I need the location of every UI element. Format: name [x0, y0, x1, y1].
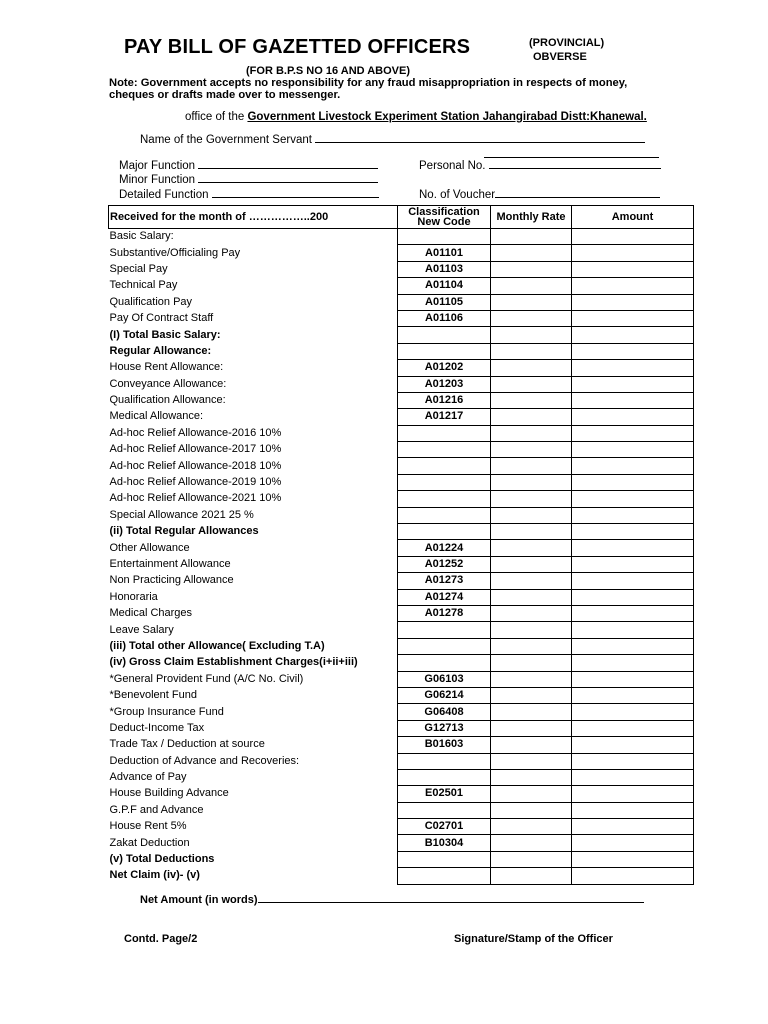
monthly-rate-cell[interactable] — [491, 229, 572, 245]
row-code: G06214 — [398, 687, 491, 703]
personal-no-label: Personal No. — [419, 160, 486, 172]
table-row — [109, 704, 694, 720]
amount-cell[interactable] — [572, 671, 694, 687]
row-label: Medical Charges — [109, 607, 193, 620]
voucher-line[interactable] — [495, 187, 660, 198]
monthly-rate-cell[interactable] — [491, 819, 572, 835]
amount-cell[interactable] — [572, 507, 694, 523]
net-amount-line[interactable] — [258, 892, 644, 903]
note-line-2: cheques or drafts made over to messenger. — [109, 89, 341, 101]
office-name: Government Livestock Experiment Station Jahangirabad Distt:Khanewal. — [247, 111, 647, 123]
row-label: Ad-hoc Relief Allowance-2021 10% — [109, 492, 282, 505]
table-row — [109, 589, 694, 605]
table-row — [109, 327, 694, 343]
row-code — [398, 868, 491, 884]
monthly-rate-cell[interactable] — [491, 556, 572, 572]
row-code: E02501 — [398, 786, 491, 802]
table-row — [109, 687, 694, 703]
monthly-rate-cell[interactable] — [491, 622, 572, 638]
amount-cell[interactable] — [572, 491, 694, 507]
row-code: A01273 — [398, 573, 491, 589]
monthly-rate-cell[interactable] — [491, 294, 572, 310]
amount-cell[interactable] — [572, 294, 694, 310]
table-row — [109, 556, 694, 572]
amount-cell[interactable] — [572, 704, 694, 720]
monthly-rate-cell[interactable] — [491, 310, 572, 326]
amount-cell[interactable] — [572, 835, 694, 851]
row-code: B01603 — [398, 737, 491, 753]
table-row — [109, 507, 694, 523]
row-code — [398, 769, 491, 785]
table-row — [109, 835, 694, 851]
monthly-rate-cell[interactable] — [491, 769, 572, 785]
monthly-rate-cell[interactable] — [491, 786, 572, 802]
row-label: Other Allowance — [109, 541, 190, 554]
table-row — [109, 442, 694, 458]
detailed-function-field[interactable] — [119, 187, 379, 201]
row-label: Conveyance Allowance: — [109, 377, 227, 390]
row-code — [398, 524, 491, 540]
office-prefix: office of the — [185, 111, 248, 123]
page-title: PAY BILL OF GAZETTED OFFICERS — [124, 36, 471, 58]
personal-no-field[interactable] — [419, 158, 661, 172]
table-row — [109, 769, 694, 785]
table-row — [109, 524, 694, 540]
row-label: (ii) Total Regular Allowances — [109, 525, 259, 538]
table-row — [109, 474, 694, 490]
monthly-rate-cell[interactable] — [491, 491, 572, 507]
monthly-rate-cell[interactable] — [491, 540, 572, 556]
monthly-rate-header: Monthly Rate — [491, 206, 572, 229]
monthly-rate-cell[interactable] — [491, 687, 572, 703]
row-label: Qualification Allowance: — [109, 394, 226, 407]
amount-cell[interactable] — [572, 458, 694, 474]
table-row — [109, 638, 694, 654]
row-code — [398, 343, 491, 359]
row-code — [398, 851, 491, 867]
monthly-rate-cell[interactable] — [491, 835, 572, 851]
row-code — [398, 327, 491, 343]
amount-cell[interactable] — [572, 327, 694, 343]
table-row — [109, 376, 694, 392]
monthly-rate-cell[interactable] — [491, 802, 572, 818]
monthly-rate-cell[interactable] — [491, 360, 572, 376]
row-label: Special Pay — [109, 262, 168, 275]
table-row — [109, 261, 694, 277]
table-row — [109, 605, 694, 621]
name-label: Name of the Government Servant — [140, 134, 312, 146]
table-row — [109, 622, 694, 638]
row-label: (iii) Total other Allowance( Excluding T.A) — [109, 639, 325, 652]
row-code: A01105 — [398, 294, 491, 310]
amount-cell[interactable] — [572, 392, 694, 408]
monthly-rate-cell[interactable] — [491, 507, 572, 523]
amount-cell[interactable] — [572, 360, 694, 376]
monthly-rate-cell[interactable] — [491, 392, 572, 408]
amount-cell[interactable] — [572, 687, 694, 703]
row-code: A01202 — [398, 360, 491, 376]
row-label: Honoraria — [109, 590, 158, 603]
amount-cell[interactable] — [572, 278, 694, 294]
amount-cell[interactable] — [572, 819, 694, 835]
row-label: Zakat Deduction — [109, 836, 190, 849]
table-row — [109, 425, 694, 441]
monthly-rate-cell[interactable] — [491, 605, 572, 621]
row-code: A01278 — [398, 605, 491, 621]
row-code — [398, 507, 491, 523]
amount-cell[interactable] — [572, 524, 694, 540]
row-code: A01217 — [398, 409, 491, 425]
row-code — [398, 655, 491, 671]
voucher-field[interactable] — [419, 187, 660, 201]
amount-cell[interactable] — [572, 720, 694, 736]
row-label: House Rent Allowance: — [109, 361, 224, 374]
row-label: *Group Insurance Fund — [109, 705, 224, 718]
monthly-rate-cell[interactable] — [491, 720, 572, 736]
office-line — [185, 111, 647, 123]
monthly-rate-cell[interactable] — [491, 704, 572, 720]
amount-cell[interactable] — [572, 769, 694, 785]
amount-cell[interactable] — [572, 802, 694, 818]
row-label: Entertainment Allowance — [109, 558, 231, 570]
table-row — [109, 491, 694, 507]
monthly-rate-cell[interactable] — [491, 343, 572, 359]
amount-cell[interactable] — [572, 655, 694, 671]
classification-header-line1: Classification — [408, 206, 480, 218]
monthly-rate-cell[interactable] — [491, 425, 572, 441]
amount-cell[interactable] — [572, 573, 694, 589]
major-function-label: Major Function — [119, 160, 196, 172]
row-code: A01203 — [398, 376, 491, 392]
table-row — [109, 392, 694, 408]
row-label: (v) Total Deductions — [109, 853, 215, 866]
amount-cell[interactable] — [572, 343, 694, 359]
row-label: Deduct-Income Tax — [109, 721, 205, 734]
table-row — [109, 868, 694, 884]
table-row — [109, 786, 694, 802]
row-code: A01252 — [398, 556, 491, 572]
amount-cell[interactable] — [572, 622, 694, 638]
received-month-header: Received for the month of ……………..200 — [109, 206, 398, 229]
table-row — [109, 310, 694, 326]
table-row — [109, 343, 694, 359]
row-label: Ad-hoc Relief Allowance-2019 10% — [109, 476, 282, 489]
row-code — [398, 425, 491, 441]
signature-label: Signature/Stamp of the Officer — [454, 933, 613, 945]
provincial-label: (PROVINCIAL) — [529, 37, 605, 49]
row-label: Qualification Pay — [109, 295, 193, 308]
row-code: A01224 — [398, 540, 491, 556]
table-row — [109, 671, 694, 687]
row-label: Pay Of Contract Staff — [109, 312, 214, 325]
net-amount-field[interactable] — [140, 892, 644, 906]
personal-no-line[interactable] — [489, 158, 661, 169]
amount-cell[interactable] — [572, 425, 694, 441]
amount-cell[interactable] — [572, 376, 694, 392]
name-field[interactable] — [140, 132, 645, 146]
table-row — [109, 720, 694, 736]
table-row — [109, 294, 694, 310]
row-code: A01216 — [398, 392, 491, 408]
monthly-rate-cell[interactable] — [491, 261, 572, 277]
monthly-rate-cell[interactable] — [491, 442, 572, 458]
monthly-rate-cell[interactable] — [491, 327, 572, 343]
amount-cell[interactable] — [572, 310, 694, 326]
monthly-rate-cell[interactable] — [491, 671, 572, 687]
amount-cell[interactable] — [572, 229, 694, 245]
row-label: Trade Tax / Deduction at source — [109, 738, 265, 751]
monthly-rate-cell[interactable] — [491, 474, 572, 490]
table-row — [109, 409, 694, 425]
continued-note: Contd. Page/2 — [124, 933, 198, 945]
detailed-function-label: Detailed Function — [119, 189, 209, 201]
amount-cell[interactable] — [572, 786, 694, 802]
note-line-1: Note: Government accepts no responsibility for any fraud misappropriation in respects of money, — [109, 77, 628, 89]
monthly-rate-cell[interactable] — [491, 376, 572, 392]
row-code: G06103 — [398, 671, 491, 687]
row-code — [398, 491, 491, 507]
monthly-rate-cell[interactable] — [491, 458, 572, 474]
responsibility-note — [109, 77, 627, 101]
monthly-rate-cell[interactable] — [491, 524, 572, 540]
amount-cell[interactable] — [572, 261, 694, 277]
table-row — [109, 360, 694, 376]
amount-cell[interactable] — [572, 556, 694, 572]
monthly-rate-cell[interactable] — [491, 278, 572, 294]
classification-header — [398, 206, 491, 229]
row-code — [398, 753, 491, 769]
row-label: House Rent 5% — [109, 820, 187, 833]
row-code: C02701 — [398, 819, 491, 835]
row-code — [398, 474, 491, 490]
table-row — [109, 737, 694, 753]
table-header-row — [109, 206, 694, 229]
row-label: *General Provident Fund (A/C No. Civil) — [109, 672, 304, 685]
row-label: House Building Advance — [109, 787, 229, 800]
row-label: *Benevolent Fund — [109, 689, 197, 702]
monthly-rate-cell[interactable] — [491, 245, 572, 261]
minor-function-line[interactable] — [198, 172, 378, 183]
major-function-field[interactable] — [119, 158, 378, 172]
row-code: G06408 — [398, 704, 491, 720]
amount-header: Amount — [572, 206, 694, 229]
minor-function-field[interactable] — [119, 172, 378, 186]
monthly-rate-cell[interactable] — [491, 753, 572, 769]
table-row — [109, 229, 694, 245]
table-row — [109, 753, 694, 769]
row-code: A01104 — [398, 278, 491, 294]
pay-bill-table — [108, 205, 694, 885]
monthly-rate-cell[interactable] — [491, 737, 572, 753]
amount-cell[interactable] — [572, 605, 694, 621]
row-label: (I) Total Basic Salary: — [109, 328, 221, 341]
monthly-rate-cell[interactable] — [491, 409, 572, 425]
table-row — [109, 245, 694, 261]
major-function-line[interactable] — [198, 158, 378, 169]
amount-cell[interactable] — [572, 442, 694, 458]
row-label: Basic Salary: — [109, 230, 174, 243]
monthly-rate-cell[interactable] — [491, 868, 572, 884]
voucher-label: No. of Voucher — [419, 189, 496, 201]
amount-cell[interactable] — [572, 753, 694, 769]
row-label: Leave Salary — [109, 623, 174, 636]
table-row — [109, 458, 694, 474]
row-code: A01103 — [398, 261, 491, 277]
monthly-rate-cell[interactable] — [491, 655, 572, 671]
row-code: A01274 — [398, 589, 491, 605]
table-row — [109, 573, 694, 589]
row-label: Net Claim (iv)- (v) — [109, 869, 200, 882]
row-label: Technical Pay — [109, 279, 178, 292]
classification-header-line2: New Code — [417, 216, 471, 228]
row-label: Medical Allowance: — [109, 410, 204, 423]
bps-subtitle: (FOR B.P.S NO 16 AND ABOVE) — [246, 65, 411, 77]
table-row — [109, 851, 694, 867]
row-label: Ad-hoc Relief Allowance-2018 10% — [109, 459, 282, 472]
row-label: Substantive/Officialing Pay — [109, 246, 241, 259]
table-row — [109, 278, 694, 294]
amount-cell[interactable] — [572, 589, 694, 605]
row-label: G.P.F and Advance — [109, 803, 204, 816]
monthly-rate-cell[interactable] — [491, 573, 572, 589]
amount-cell[interactable] — [572, 851, 694, 867]
row-label: Advance of Pay — [109, 771, 187, 784]
row-code: A01101 — [398, 245, 491, 261]
obverse-label: OBVERSE — [533, 51, 587, 63]
monthly-rate-cell[interactable] — [491, 638, 572, 654]
net-amount-label: Net Amount (in words) — [140, 894, 258, 906]
table-row — [109, 819, 694, 835]
amount-cell[interactable] — [572, 245, 694, 261]
detailed-function-line[interactable] — [212, 187, 379, 198]
row-code: B10304 — [398, 835, 491, 851]
amount-cell[interactable] — [572, 737, 694, 753]
row-code — [398, 442, 491, 458]
row-code — [398, 458, 491, 474]
monthly-rate-cell[interactable] — [491, 589, 572, 605]
monthly-rate-cell[interactable] — [491, 851, 572, 867]
row-label: Non Practicing Allowance — [109, 574, 234, 587]
row-code: A01106 — [398, 310, 491, 326]
row-label: Deduction of Advance and Recoveries: — [109, 754, 300, 767]
name-line[interactable] — [315, 132, 645, 143]
table-row — [109, 655, 694, 671]
amount-cell[interactable] — [572, 409, 694, 425]
table-row — [109, 540, 694, 556]
table-row — [109, 802, 694, 818]
row-label: Special Allowance 2021 25 % — [109, 508, 254, 521]
amount-cell[interactable] — [572, 474, 694, 490]
row-label: Ad-hoc Relief Allowance-2017 10% — [109, 443, 282, 456]
row-code: G12713 — [398, 720, 491, 736]
row-code — [398, 622, 491, 638]
row-code — [398, 638, 491, 654]
row-code — [398, 802, 491, 818]
row-label: Regular Allowance: — [109, 344, 212, 357]
amount-cell[interactable] — [572, 540, 694, 556]
row-label: Ad-hoc Relief Allowance-2016 10% — [109, 426, 282, 439]
row-code — [398, 229, 491, 245]
amount-cell[interactable] — [572, 638, 694, 654]
row-label: (iv) Gross Claim Establishment Charges(i+ii+iii) — [109, 656, 358, 669]
amount-cell[interactable] — [572, 868, 694, 884]
minor-function-label: Minor Function — [119, 174, 196, 186]
